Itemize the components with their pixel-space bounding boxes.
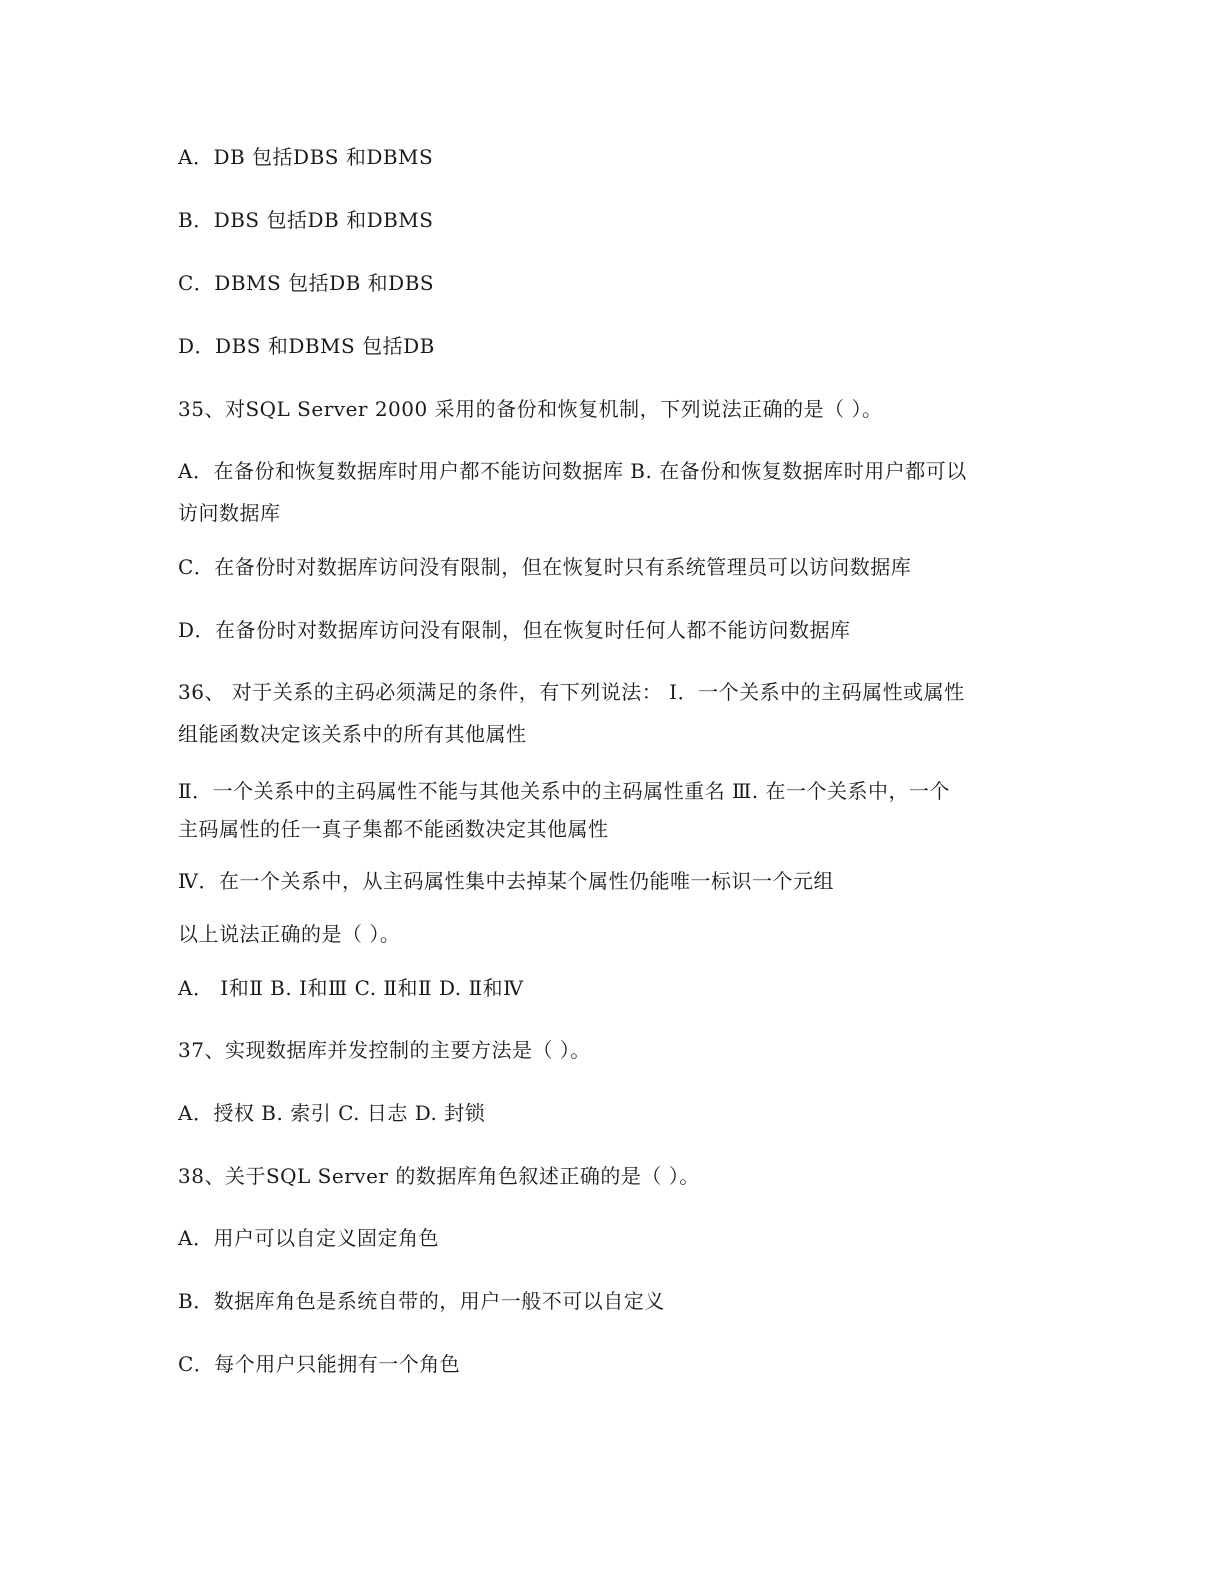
q38-option-b: B．数据库角色是系统自带的，用户一般不可以自定义 [178, 1289, 665, 1313]
q38-option-a: A．用户可以自定义固定角色 [178, 1226, 439, 1250]
q35-option-d: D．在备份时对数据库访问没有限制，但在恢复时任何人都不能访问数据库 [178, 618, 851, 642]
q36-statement-3-cont: 主码属性的任一真子集都不能函数决定其他属性 [178, 817, 609, 841]
q37-stem: 37、实现数据库并发控制的主要方法是（ ）。 [178, 1038, 591, 1062]
q35-option-c: C．在备份时对数据库访问没有限制，但在恢复时只有系统管理员可以访问数据库 [178, 555, 912, 579]
q38-stem: 38、关于SQL Server 的数据库角色叙述正确的是（ ）。 [178, 1164, 700, 1188]
q36-stem-cont: 组能函数决定该关系中的所有其他属性 [178, 722, 527, 746]
q34-option-a: A．DB 包括DBS 和DBMS [178, 145, 434, 169]
q35-stem: 35、对SQL Server 2000 采用的备份和恢复机制，下列说法正确的是（ ）。 [178, 397, 883, 421]
q34-option-b: B．DBS 包括DB 和DBMS [178, 208, 434, 232]
q35-option-ab: A．在备份和恢复数据库时用户都不能访问数据库 B. 在备份和恢复数据库时用户都可以 [178, 459, 967, 483]
q38-option-c: C．每个用户只能拥有一个角色 [178, 1352, 461, 1376]
q36-statement-4: Ⅳ．在一个关系中，从主码属性集中去掉某个属性仍能唯一标识一个元组 [178, 869, 834, 893]
q36-stem: 36、 对于关系的主码必须满足的条件，有下列说法： Ⅰ．一个关系中的主码属性或属性 [178, 680, 965, 704]
q35-option-b-cont: 访问数据库 [178, 501, 281, 525]
q36-options: A． Ⅰ和Ⅱ B. Ⅰ和Ⅲ C. Ⅱ和Ⅱ D. Ⅱ和Ⅳ [178, 976, 524, 1000]
q34-option-d: D．DBS 和DBMS 包括DB [178, 334, 435, 358]
q34-option-c: C．DBMS 包括DB 和DBS [178, 271, 435, 295]
q36-statement-2-3: Ⅱ．一个关系中的主码属性不能与其他关系中的主码属性重名 Ⅲ. 在一个关系中，一个 [178, 779, 950, 803]
q36-question: 以上说法正确的是（ ）。 [178, 922, 401, 946]
q37-options: A．授权 B. 索引 C. 日志 D. 封锁 [178, 1101, 486, 1125]
